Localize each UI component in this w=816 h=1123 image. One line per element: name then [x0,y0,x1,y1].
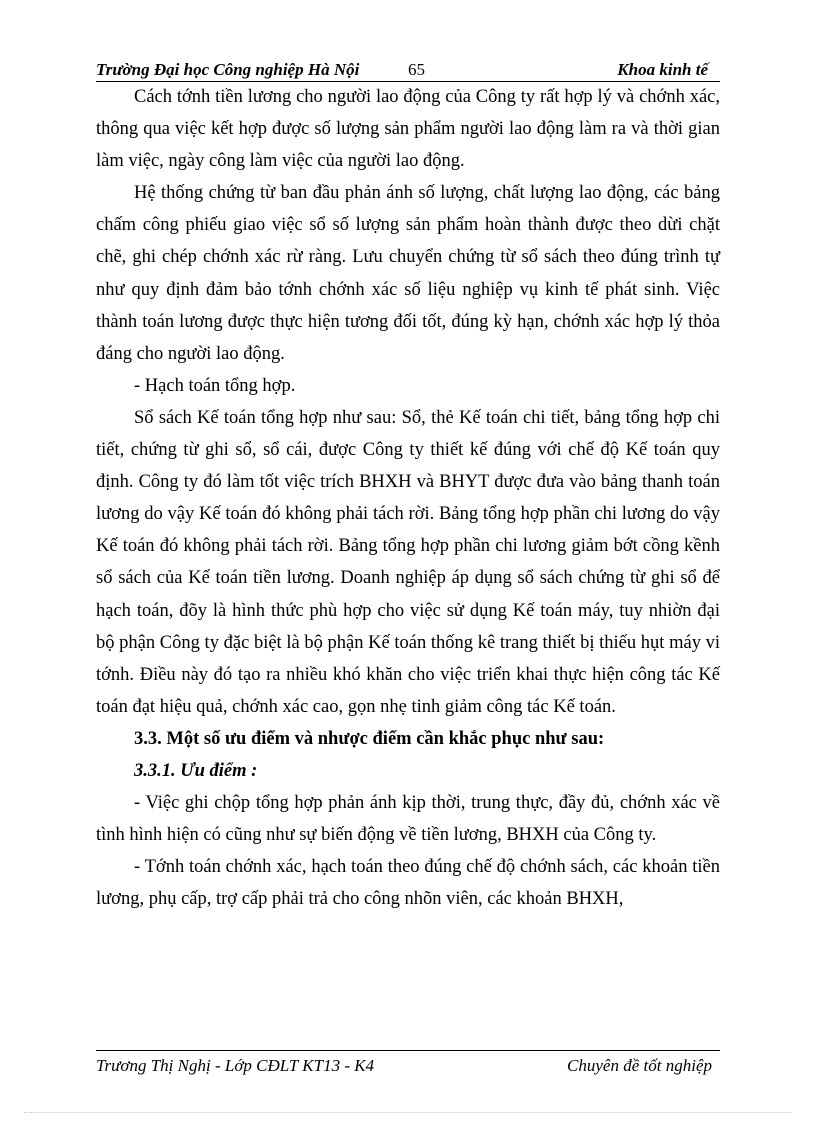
page-body [96,81,720,915]
header-faculty: Khoa kinh tế [617,60,708,79]
page-header [96,58,720,82]
section-heading: 3.3. Một số ưu điểm và nhược điểm cần khắc phục như sau: [134,728,605,749]
advantage-item: - Tớnh toán chớnh xác, hạch toán theo đúng chế độ chớnh sách, các khoản tiền lương, phụ cấp, trợ cấp phải trả cho công nhõn viên, các khoản BHXH, [96,857,720,910]
paragraph: Sổ sách Kế toán tổng hợp như sau: Sổ, thẻ Kế toán chi tiết, bảng tổng hợp chi tiết, chứng từ ghi sổ, sổ cái, được Công ty thiết kế đúng với chế độ Kế toán quy định. Công ty đó làm tốt việc trích BHXH và BHYT được đưa vào bảng thanh toán lương do vậy Kế toán đó không phải tách rời. Bảng tổng hợp phần chi lương do vậy Kế toán đó không phải tách rời. Bảng tổng hợp phần chi lương giảm bớt cồng kềnh sổ sách của Kế toán tiền lương. Doanh nghiệp áp dụng sổ sách chứng từ ghi sổ để hạch toán, đõy là hình thức phù hợp cho việc sử dụng Kế toán máy, tuy nhiờn đại bộ phận Công ty đặc biệt là bộ phận Kế toán thống kê trang thiết bị thiếu hụt máy vi tớnh. Điều này đó tạo ra nhiều khó khăn cho việc triển khai thực hiện công tác Kế toán đạt hiệu quả, chớnh xác cao, gọn nhẹ tinh giảm công tác Kế toán. [96,407,720,717]
header-school: Trường Đại học Công nghiệp Hà Nội [96,60,360,79]
paragraph: Cách tớnh tiền lương cho người lao động của Công ty rất hợp lý và chớnh xác, thông qua việc kết hợp được số lượng sản phẩm người lao động làm ra và thời gian làm việc, ngày công làm việc của người lao động. [96,87,720,172]
footer-rule [96,1050,720,1051]
page-number: 65 [408,60,425,79]
footer-author: Trương Thị Nghị - Lớp CĐLT KT13 - K4 [96,1056,375,1075]
page-edge-divider [24,1112,792,1113]
advantage-item: - Việc ghi chộp tổng hợp phản ánh kịp thời, trung thực, đầy đủ, chớnh xác về tình hình hiện có cũng như sự biến động về tiền lương, BHXH của Công ty. [96,793,720,846]
paragraph: Hệ thống chứng từ ban đầu phản ánh số lượng, chất lượng lao động, các bảng chấm công phiếu giao việc sổ số lượng sản phẩm hoàn thành được theo dừi chặt chẽ, ghi chép chớnh xác rừ ràng. Lưu chuyển chứng từ sổ sách theo đúng trình tự như quy định đảm bảo tớnh chớnh xác số liệu nghiệp vụ kinh tế phát sinh. Việc thành toán lương được thực hiện tương đối tốt, đúng kỳ hạn, chớnh xác hợp lý thỏa đáng cho người lao động. [96,183,720,364]
subsection-heading: 3.3.1. Ưu điểm : [134,760,258,781]
paragraph: - Hạch toán tổng hợp. [134,375,296,396]
footer-title: Chuyên đề tốt nghiệp [567,1056,712,1075]
